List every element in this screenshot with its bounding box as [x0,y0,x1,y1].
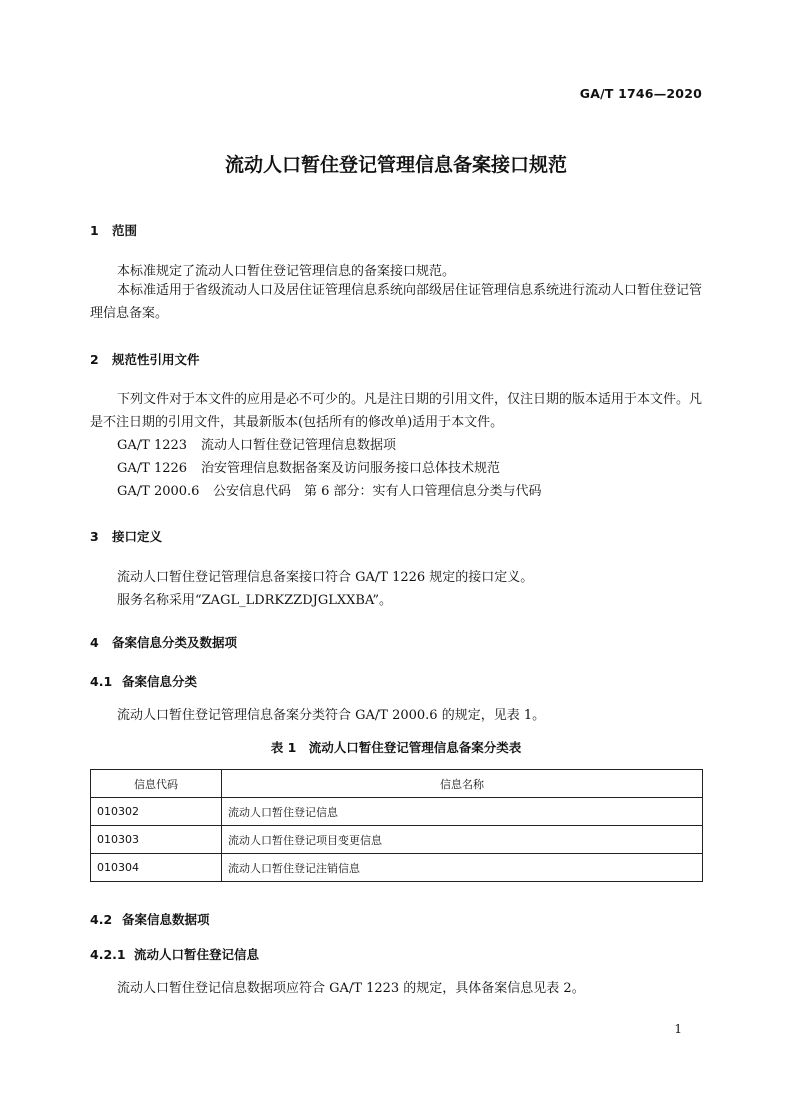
table-header-row [91,770,703,798]
section-title: 流动人口暂住登记信息 [134,947,260,962]
section-4-2-1-paragraph: 流动人口暂住登记信息数据项应符合 GA/T 1223 的规定，具体备案信息见表 2。 [117,981,585,996]
section-4-1-paragraph: 流动人口暂住登记管理信息备案分类符合 GA/T 2000.6 的规定，见表 1。 [117,708,546,723]
section-number: 4.2 [90,912,113,927]
reference-code: GA/T 1223 [117,438,188,453]
section-4-1-heading [90,672,197,690]
section-3-heading [90,527,162,545]
section-title: 备案信息数据项 [122,912,210,927]
reference-name: 公安信息代码 第 6 部分：实有人口管理信息分类与代码 [213,484,542,499]
section-number: 3 [90,529,99,544]
table-caption: 表 1 流动人口暂住登记管理信息备案分类表 [270,740,522,755]
section-4-heading [90,633,237,651]
section-number: 4.1 [90,674,113,689]
info-code-cell: 010302 [91,798,222,826]
section-title: 范围 [112,223,138,238]
reference-code: GA/T 1226 [117,461,188,476]
section-2-heading [90,350,200,368]
reference-item [117,480,542,499]
section-title: 规范性引用文件 [112,352,200,367]
reference-name: 治安管理信息数据备案及访问服务接口总体技术规范 [201,461,501,476]
column-header: 信息代码 [91,770,222,798]
section-1-paragraph-2: 本标准适用于省级流动人口及居住证管理信息系统向部级居住证管理信息系统进行流动人口暂住登记管理信息备案。 [90,283,703,321]
reference-name: 流动人口暂住登记管理信息数据项 [201,438,397,453]
section-1-paragraph-1: 本标准规定了流动人口暂住登记管理信息的备案接口规范。 [117,264,456,279]
section-title: 备案信息分类 [122,674,198,689]
section-number: 1 [90,223,99,238]
section-title: 备案信息分类及数据项 [112,635,238,650]
classification-table [90,769,703,882]
section-3-paragraph-1: 流动人口暂住登记管理信息备案接口符合 GA/T 1226 规定的接口定义。 [117,570,534,585]
standard-number: GA/T 1746—2020 [579,86,702,101]
table-row [91,826,703,854]
section-number: 2 [90,352,99,367]
section-1-heading [90,221,137,239]
reference-item [117,434,396,453]
section-number: 4 [90,635,99,650]
section-title: 接口定义 [112,529,163,544]
section-4-2-1-heading [90,945,259,963]
reference-code: GA/T 2000.6 [117,484,200,499]
info-name-cell: 流动人口暂住登记信息 [222,798,703,826]
section-3-paragraph-2: 服务名称采用“ZAGL_LDRKZZDJGLXXBA”。 [117,593,393,608]
column-header: 信息名称 [222,770,703,798]
table-row [91,854,703,882]
info-name-cell: 流动人口暂住登记注销信息 [222,854,703,882]
reference-item [117,457,500,476]
page-number: 1 [674,1022,682,1036]
info-name-cell: 流动人口暂住登记项目变更信息 [222,826,703,854]
section-number: 4.2.1 [90,947,126,962]
info-code-cell: 010303 [91,826,222,854]
table-row [91,798,703,826]
document-title: 流动人口暂住登记管理信息备案接口规范 [224,154,567,176]
info-code-cell: 010304 [91,854,222,882]
section-2-paragraph: 下列文件对于本文件的应用是必不可少的。凡是注日期的引用文件，仅注日期的版本适用于本文件。凡是不注日期的引用文件，其最新版本(包括所有的修改单)适用于本文件。 [90,392,703,430]
section-4-2-heading [90,910,210,928]
